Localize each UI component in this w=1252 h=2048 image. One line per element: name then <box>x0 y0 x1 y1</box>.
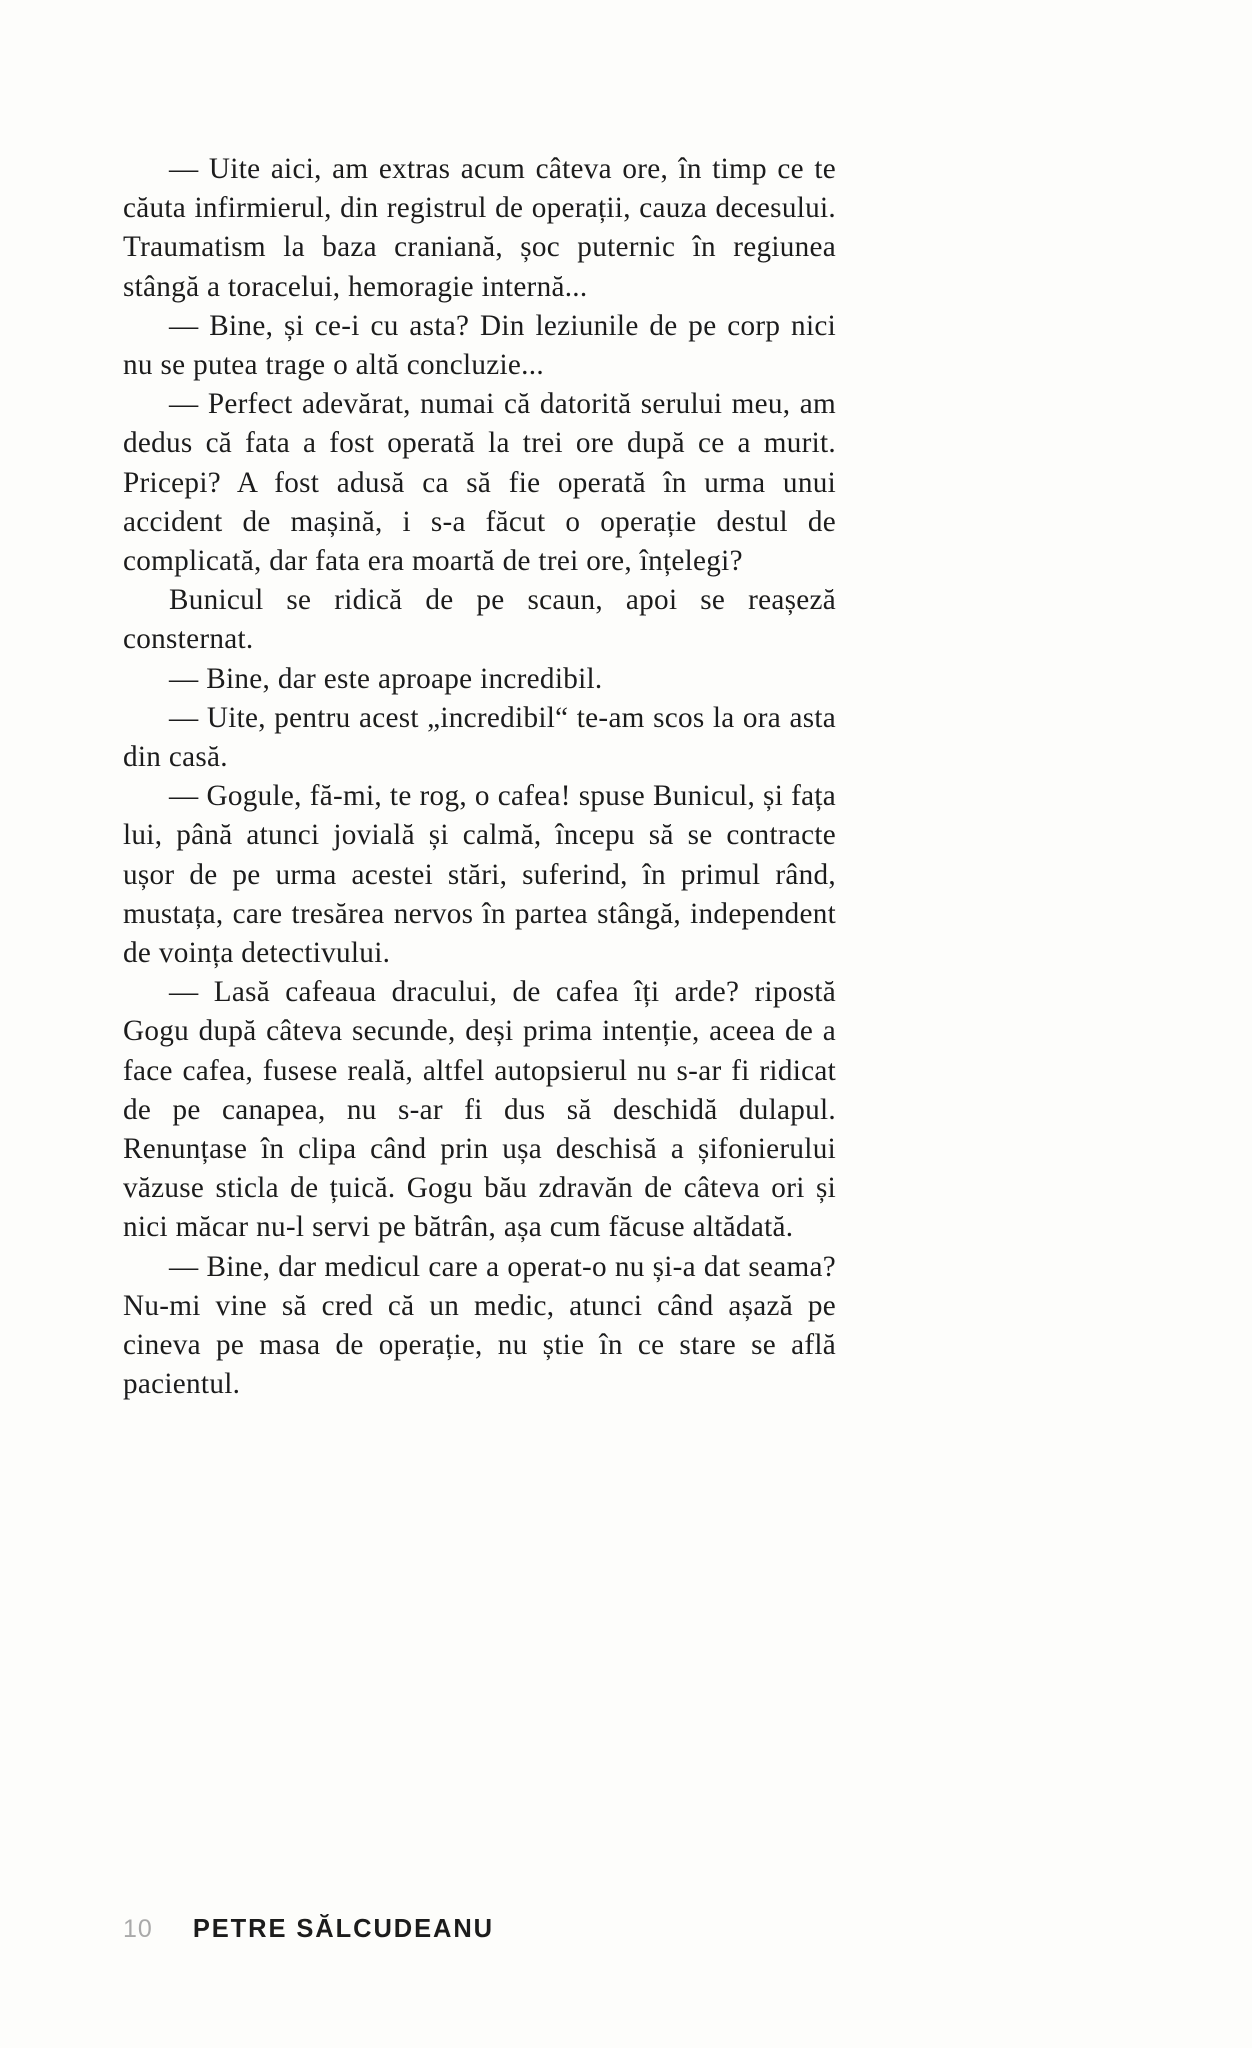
page-text-block <box>123 150 836 1405</box>
paragraph: — Gogule, fă-mi, te rog, o cafea! spuse Bunicul, și fața lui, până atunci jovială și calmă, începu să se contracte ușor de pe urma acestei stări, suferind, în primul rând, mustața, care tresărea nervos în partea stângă, independent de voința detectivului. <box>123 780 836 970</box>
paragraph: — Uite, pentru acest „incredibil“ te-am scos la ora asta din casă. <box>123 701 836 774</box>
running-head-author: PETRE SĂLCUDEANU <box>192 1915 495 1943</box>
paragraph: — Bine, și ce-i cu asta? Din leziunile de pe corp nici nu se putea trage o altă concluzie... <box>123 309 836 382</box>
paragraph: — Uite aici, am extras acum câteva ore, în timp ce te căuta infirmierul, din registrul de operații, cauza decesului. Traumatism la baza craniană, șoc puternic în regiunea stângă a toracelui, hemoragie internă... <box>123 153 836 303</box>
page-number: 10 <box>123 1915 153 1943</box>
paragraph: — Perfect adevărat, numai că datorită serului meu, am dedus că fata a fost operată la trei ore după ce a murit. Pricepi? A fost adusă ca să fie operată în urma unui accident de mașină, i s-a făcut o operație destul de complicată, dar fata era moartă de trei ore, înțelegi? <box>123 388 836 578</box>
page-footer <box>123 1917 836 1943</box>
paragraph: — Bine, dar este aproape incredibil. <box>169 662 603 695</box>
paragraph: Bunicul se ridică de pe scaun, apoi se reașeză consternat. <box>123 584 836 656</box>
paragraph: — Bine, dar medicul care a operat-o nu și-a dat seama? Nu-mi vine să cred că un medic, atunci când așază pe cineva pe masa de operație, nu știe în ce stare se află pacientul. <box>123 1250 836 1401</box>
paragraph: — Lasă cafeaua dracului, de cafea îți arde? ripostă Gogu după câteva secunde, deși prima intenție, aceea de a face cafea, fusese reală, altfel autopsierul nu s-ar fi ridicat de pe canapea, nu s-ar fi dus să deschidă dulapul. Renunțase în clipa când prin ușa deschisă a șifonierului văzuse sticla de țuică. Gogu bău zdravăn de câteva ori și nici măcar nu-l servi pe bătrân, așa cum făcuse altădată. <box>123 976 836 1244</box>
